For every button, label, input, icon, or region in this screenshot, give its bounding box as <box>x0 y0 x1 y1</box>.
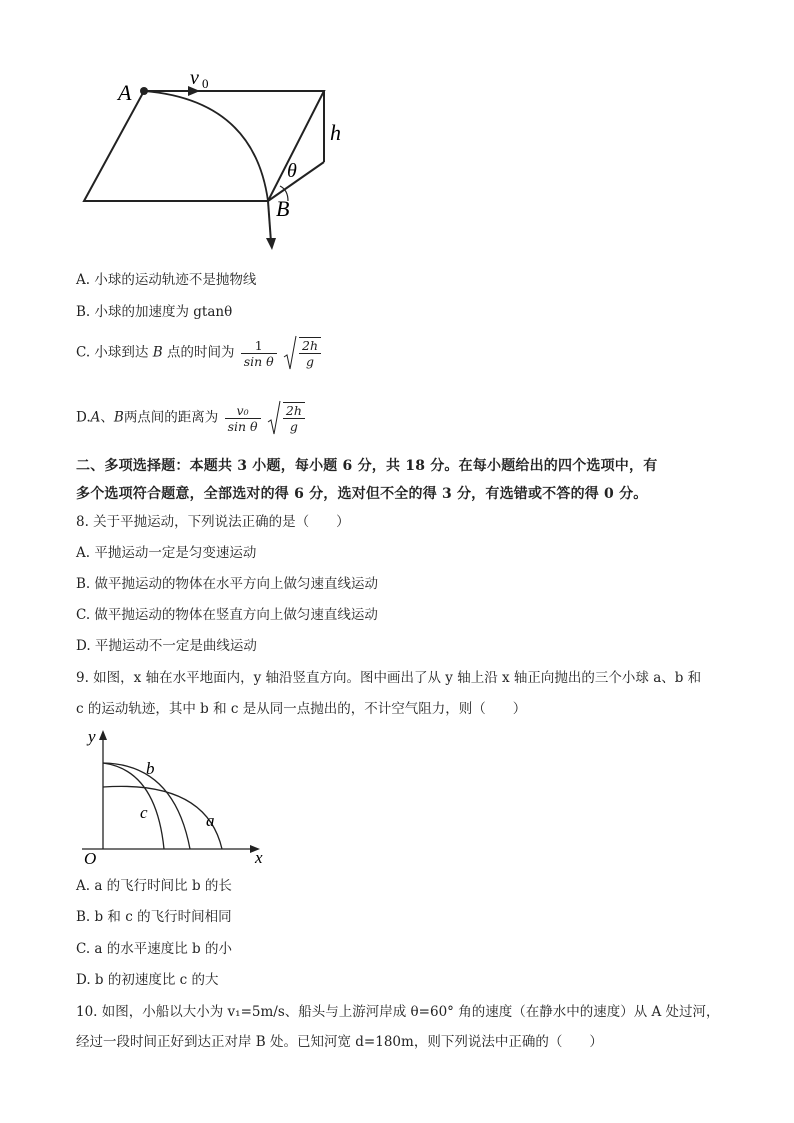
q7-c-numerator: 1 <box>241 338 277 354</box>
q7-c-point-b: B <box>152 344 163 361</box>
label-a: a <box>206 811 215 830</box>
label-o: O <box>84 849 97 868</box>
section-2-line-2: 多个选项符合题意，全部选对的得 6 分，选对但不全的得 3 分，有选错或不答的得 0 分。 <box>76 486 648 502</box>
trajectory-c <box>103 763 164 849</box>
q7-d-sep: 、 <box>100 409 114 426</box>
q7-d-rad-numerator: 2h <box>283 403 305 419</box>
q7-c-sqrt <box>283 337 323 369</box>
q7-c-fraction <box>241 338 277 369</box>
q7-d-numerator: v₀ <box>225 403 261 419</box>
label-b: b <box>146 759 155 778</box>
q7-c-prefix: C. 小球到达 <box>76 344 149 361</box>
radical-icon <box>283 335 297 371</box>
q7-c-rad-numerator: 2h <box>299 338 321 354</box>
q7-d-denominator: sin θ <box>227 418 258 434</box>
radical-icon <box>267 400 281 436</box>
q7-c-rad-denominator: g <box>306 354 315 369</box>
q8-option-d: D. 平抛运动不一定是曲线运动 <box>76 638 257 654</box>
q8-stem: 8. 关于平抛运动，下列说法正确的是（ ） <box>76 514 350 530</box>
label-y: y <box>88 727 96 746</box>
trajectory-figure <box>76 722 276 872</box>
label-b: B <box>276 196 290 221</box>
q7-d-rad-denominator: g <box>289 419 298 434</box>
q7-c-denominator: sin θ <box>243 353 274 369</box>
section-2-line-1: 二、多项选择题：本题共 3 小题，每小题 6 分，共 18 分。在每小题给出的四个选项中，有 <box>76 458 658 474</box>
q7-option-d <box>76 402 307 434</box>
q7-option-c <box>76 337 323 369</box>
q9-stem-line-1: 9. 如图，x 轴在水平地面内，y 轴沿竖直方向。图中画出了从 y 轴上沿 x 轴正向抛出的三个小球 a、b 和 <box>76 670 702 686</box>
q7-option-a: A. 小球的运动轨迹不是抛物线 <box>76 272 257 288</box>
label-v0: v <box>190 67 199 89</box>
q9-option-b: B. b 和 c 的飞行时间相同 <box>76 909 232 925</box>
label-h: h <box>330 120 341 145</box>
point-a-dot <box>140 87 148 95</box>
q7-d-prefix: D. <box>76 409 91 426</box>
q8-option-b: B. 做平抛运动的物体在水平方向上做匀速直线运动 <box>76 576 379 592</box>
trajectory-curve <box>144 91 268 201</box>
q9-option-c: C. a 的水平速度比 b 的小 <box>76 941 232 957</box>
incline-parallelogram <box>84 91 324 201</box>
y-axis-arrowhead <box>99 730 107 740</box>
q7-d-sqrt <box>267 402 307 434</box>
q7-d-fraction <box>225 403 261 434</box>
label-theta: θ <box>287 160 297 182</box>
q9-stem-line-2: c 的运动轨迹，其中 b 和 c 是从同一点抛出的，不计空气阻力，则（ ） <box>76 701 527 717</box>
q7-d-mid: 两点间的距离为 <box>123 409 219 426</box>
velocity-b-arrow <box>268 201 271 242</box>
incline-figure <box>76 60 366 260</box>
q10-stem-line-1: 10. 如图，小船以大小为 v₁=5m/s、船头与上游河岸成 θ=60° 角的速度（在静水中的速度）从 A 处过河， <box>76 1004 720 1020</box>
q7-d-point-a: A <box>90 409 101 426</box>
q7-option-b: B. 小球的加速度为 gtanθ <box>76 304 233 320</box>
velocity-b-arrowhead <box>266 238 276 250</box>
q8-option-c: C. 做平抛运动的物体在竖直方向上做匀速直线运动 <box>76 607 378 623</box>
label-x: x <box>255 848 263 867</box>
q8-option-a: A. 平抛运动一定是匀变速运动 <box>76 545 257 561</box>
q10-stem-line-2: 经过一段时间正好到达正对岸 B 处。已知河宽 d=180m，则下列说法中正确的（ ） <box>76 1034 603 1050</box>
q9-option-a: A. a 的飞行时间比 b 的长 <box>76 878 232 894</box>
q7-c-mid: 点的时间为 <box>166 344 235 361</box>
label-c: c <box>140 803 148 822</box>
q9-option-d: D. b 的初速度比 c 的大 <box>76 972 219 988</box>
label-v0-sub: 0 <box>202 76 209 91</box>
q7-d-point-b: B <box>113 409 124 426</box>
label-a: A <box>118 80 132 105</box>
